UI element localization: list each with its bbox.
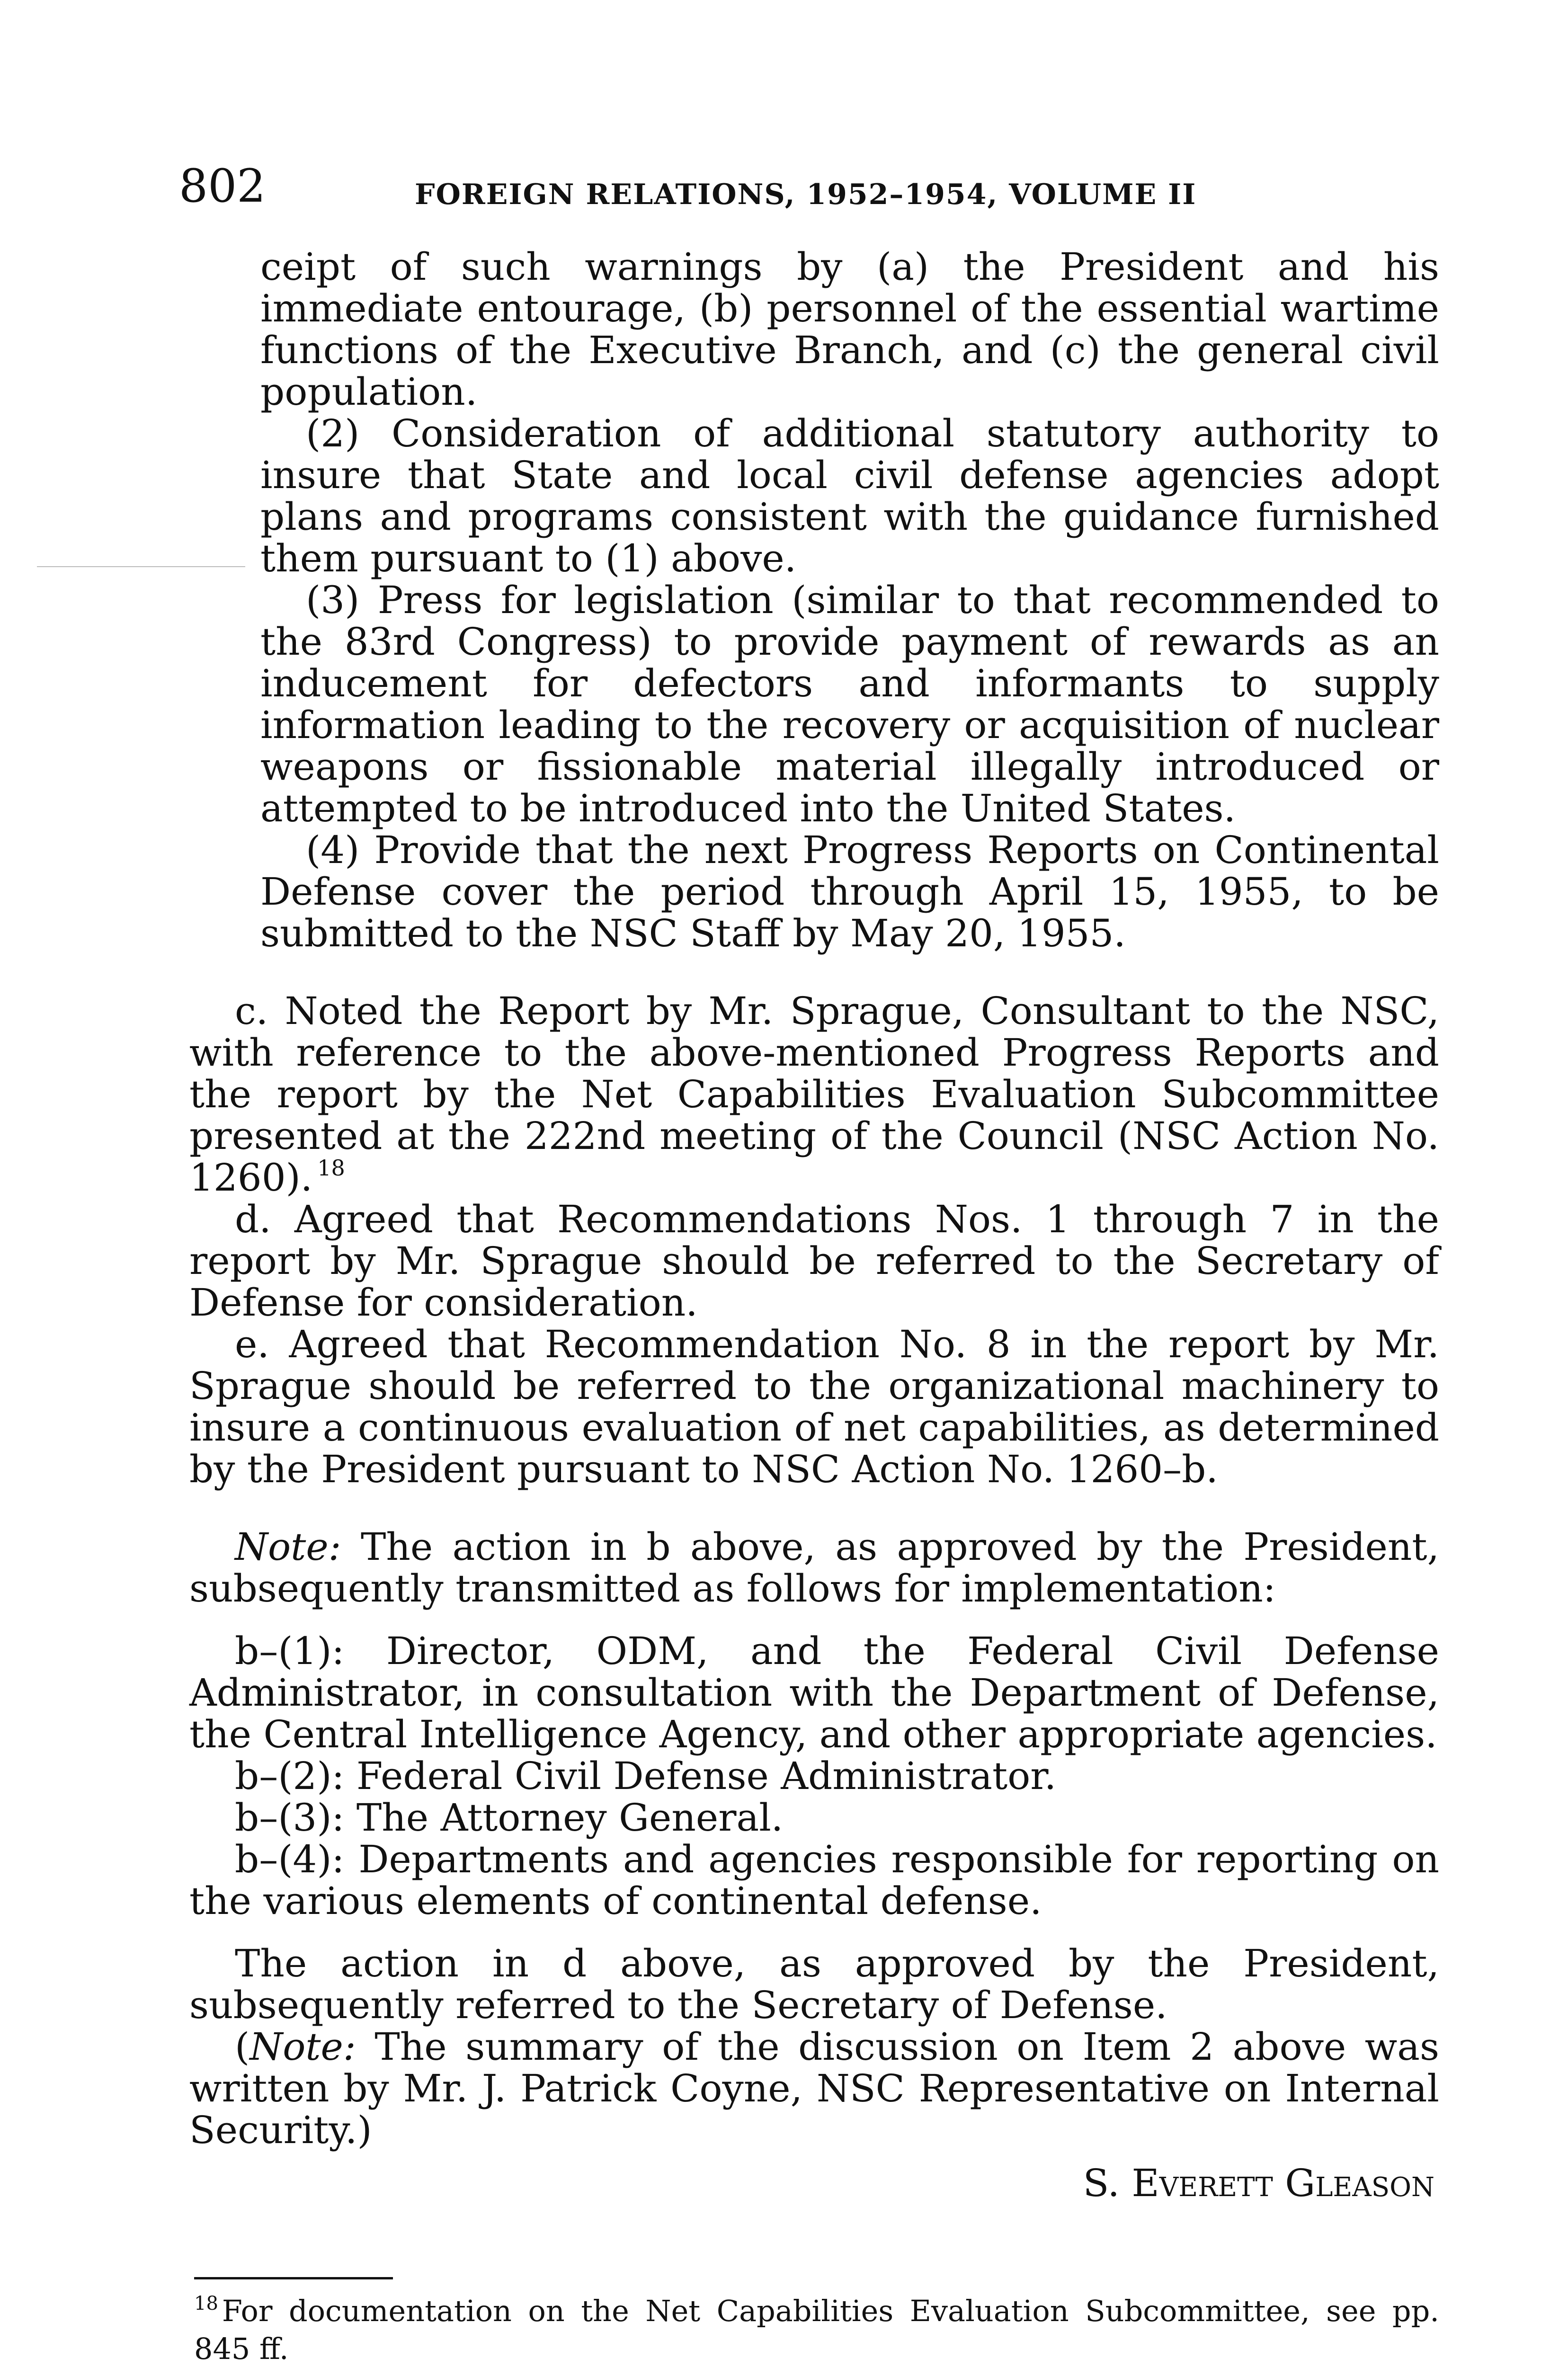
paragraph-d: d. Agreed that Recommendations Nos. 1 through 7 in the report by Mr. Sprague should be referred to the Secretary of Defense for consideration. (189, 1197, 1439, 1325)
paragraph-e: e. Agreed that Recommendation No. 8 in the report by Mr. Sprague should be referred to the organizational machinery to insure a continuous evaluation of net capabilities, as determined by the President pursuant to NSC Action No. 1260–b. (189, 1322, 1439, 1491)
implementation-b3: b–(3): The Attorney General. (235, 1796, 784, 1840)
spacer (189, 954, 1439, 990)
spacer (189, 1610, 1439, 1630)
body-text (189, 246, 1439, 2204)
spacer (189, 1490, 1439, 1526)
note2-open-paren: ( (235, 2025, 250, 2069)
note-paragraph (189, 1526, 1439, 1610)
section-b-block (260, 246, 1439, 954)
paragraph-c (189, 990, 1439, 1199)
paragraph-b-continued: ceipt of such warnings by (a) the President and his immediate entourage, (b) personnel of the essential wartime functions of the Executive Branch, and (c) the general civil population. (260, 245, 1439, 414)
implementation-b4: b–(4): Departments and agencies responsible for reporting on the various elements of continental defense. (189, 1837, 1439, 1923)
footnote-reference: 18 (317, 1155, 345, 1181)
spacer (189, 1922, 1439, 1943)
action-d-paragraph: The action in d above, as approved by the President, subsequently referred to the Secretary of Defense. (189, 1941, 1439, 2027)
note2-text: The summary of the discussion on Item 2 above was written by Mr. J. Patrick Coyne, NSC Representative on Internal Security.) (189, 2025, 1439, 2152)
paragraph-b2: (2) Consideration of additional statutory authority to insure that State and local civil defense agencies adopt plans and programs consistent with the guidance furnished them pursuant to (1) above. (260, 411, 1439, 580)
note2-paragraph (189, 2026, 1439, 2151)
note2-label: Note: (249, 2025, 356, 2069)
footnote-divider (194, 2277, 393, 2279)
note-text: The action in b above, as approved by the President, subsequently transmitted as follows for implementation: (189, 1525, 1439, 1611)
signature: S. Everett Gleason (1083, 2161, 1434, 2205)
implementation-b1: b–(1): Director, ODM, and the Federal Civil Defense Administrator, in consultation with the Department of Defense, the Central Intelligence Agency, and other appropriate agencies. (189, 1629, 1439, 1756)
paragraph-b3: (3) Press for legislation (similar to that recommended to the 83rd Congress) to provide payment of rewards as an inducement for defectors and informants to supply information leading to the recovery or acquisition of nuclear weapons or fissionable material illegally introduced or attempted to be introduced into the United States. (260, 578, 1439, 830)
running-head: FOREIGN RELATIONS, 1952–1954, VOLUME II (415, 178, 1197, 211)
footnote (194, 2292, 1439, 2367)
paragraph-b4: (4) Provide that the next Progress Reports on Continental Defense cover the period through April 15, 1955, to be submitted to the NSC Staff by May 20, 1955. (260, 828, 1439, 955)
page-number: 802 (179, 160, 266, 213)
footnote-text: For documentation on the Net Capabilities Evaluation Subcommittee, see pp. 845 ff. (194, 2294, 1439, 2366)
note-label: Note: (235, 1525, 341, 1569)
footnote-number: 18 (194, 2293, 218, 2314)
page-header (179, 159, 1438, 220)
implementation-b2: b–(2): Federal Civil Defense Administrator. (235, 1754, 1057, 1798)
paragraph-c-text: c. Noted the Report by Mr. Sprague, Consultant to the NSC, with reference to the above-mentioned Progress Reports and the report by the Net Capabilities Evaluation Subcommittee presented at the 222nd meeting of the Council (NSC Action No. 1260). (189, 989, 1439, 1200)
